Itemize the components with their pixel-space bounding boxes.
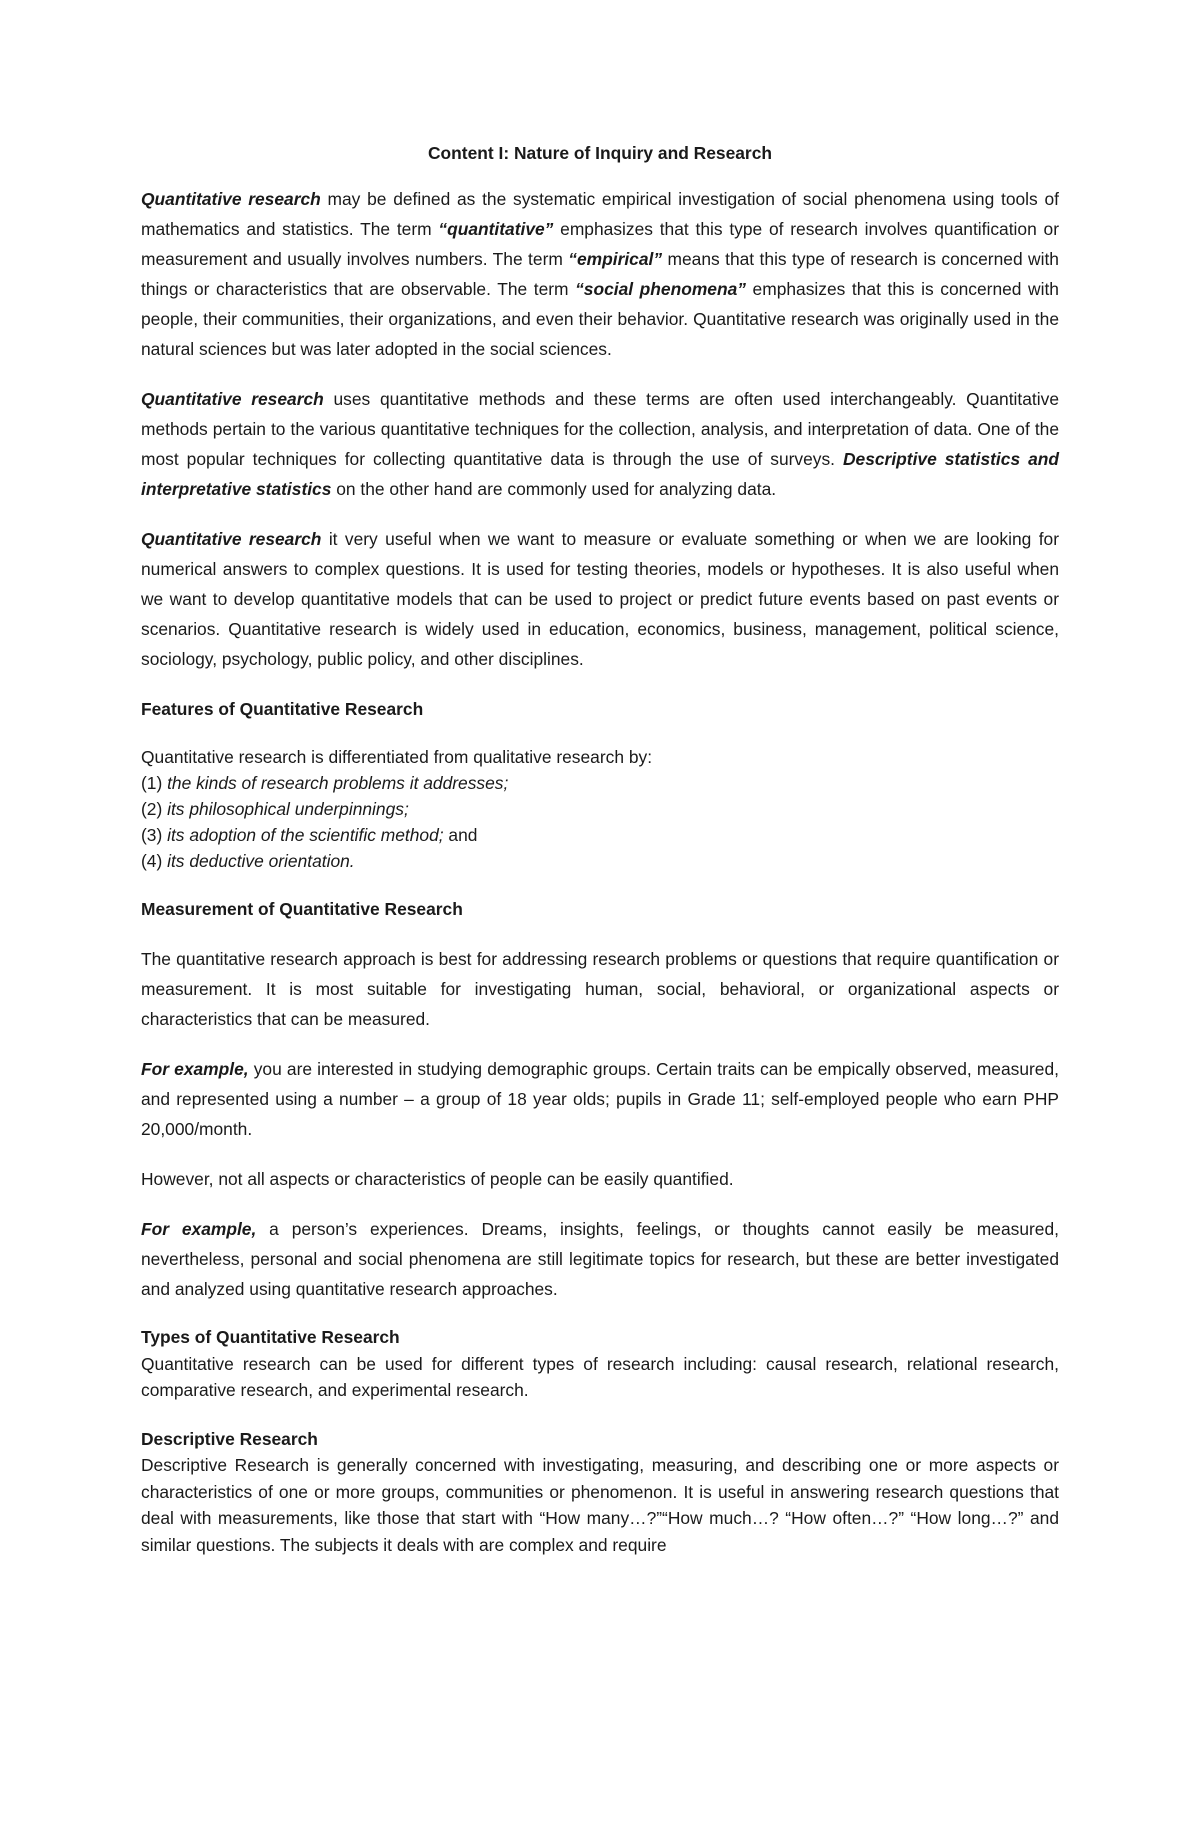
heading-features: Features of Quantitative Research	[141, 699, 424, 719]
emphasis-term: “empirical”	[568, 249, 663, 269]
paragraph-usefulness	[141, 524, 1059, 674]
heading-measurement: Measurement of Quantitative Research	[141, 899, 463, 919]
list-text: its deductive orientation.	[167, 851, 355, 871]
paragraph-descriptive: Descriptive Research is generally concerned with investigating, measuring, and describing one or more aspects or characteristics of one or more groups, communities or phenomenon. It is useful in answering research questions that deal with measurements, like those that start with “How many…?”“How much…? “How often…?” “How long…?” and similar questions. The subjects it deals with are complex and require	[141, 1455, 1059, 1555]
list-item	[141, 796, 1059, 822]
heading-descriptive: Descriptive Research	[141, 1428, 318, 1449]
heading-types: Types of Quantitative Research	[141, 1327, 400, 1347]
paragraph-types: Quantitative research can be used for different types of research including: causal research, relational research, comparative research, and experimental research.	[141, 1353, 1059, 1400]
list-text: its philosophical underpinnings;	[167, 799, 409, 819]
paragraph-text: means that this type of research is concerned with things or characteristics that are observable. The term	[141, 249, 1059, 299]
paragraph-example-1	[141, 1054, 1059, 1144]
section-types	[141, 1324, 1059, 1404]
paragraph-text: it very useful when we want to measure or evaluate something or when we are looking for numerical answers to complex questions. It is used for testing theories, models or hypotheses. It is also useful when we want to develop quantitative models that can be used to project or predict future events based on past events or scenarios. Quantitative research is widely used in education, economics, business, management, political science, sociology, psychology, public policy, and other disciplines.	[141, 529, 1059, 669]
example-label: For example,	[141, 1059, 249, 1079]
paragraph-text: on the other hand are commonly used for analyzing data.	[331, 479, 777, 499]
paragraph-definition	[141, 184, 1059, 364]
emphasis-term: Quantitative research	[141, 189, 321, 209]
example-label: For example,	[141, 1219, 257, 1239]
list-tail: and	[443, 825, 478, 845]
paragraph-text: may be defined as the systematic empirical investigation of social phenomena using tools of mathematics and statistics. The term	[141, 189, 1059, 239]
section-descriptive	[141, 1426, 1059, 1559]
list-text: the kinds of research problems it addresses;	[167, 773, 509, 793]
emphasis-term: “social phenomena”	[575, 279, 746, 299]
paragraph-text: emphasizes that this type of research involves quantification or measurement and usually involves numbers. The term	[141, 219, 1059, 269]
paragraph-measurement: The quantitative research approach is best for addressing research problems or questions that require quantification or measurement. It is most suitable for investigating human, social, behavioral, or organizational aspects or characteristics that can be measured.	[141, 949, 1059, 1029]
emphasis-term: Descriptive statistics and interpretative statistics	[141, 449, 1059, 499]
paragraph-text: a person’s experiences. Dreams, insights, feelings, or thoughts cannot easily be measured, nevertheless, personal and social phenomena are still legitimate topics for research, but these are better investigated and analyzed using quantitative research approaches.	[141, 1219, 1059, 1299]
paragraph-methods	[141, 384, 1059, 504]
emphasis-term: “quantitative”	[438, 219, 554, 239]
features-list	[141, 744, 1059, 874]
paragraph-text: uses quantitative methods and these terms are often used interchangeably. Quantitative methods pertain to the various quantitative techniques for the collection, analysis, and interpretation of data. One of the most popular techniques for collecting quantitative data is through the use of surveys.	[141, 389, 1059, 469]
paragraph-text: you are interested in studying demographic groups. Certain traits can be empically observed, measured, and represented using a number – a group of 18 year olds; pupils in Grade 11; self-employed people who earn PHP 20,000/month.	[141, 1059, 1059, 1139]
page-title: Content I: Nature of Inquiry and Research	[428, 143, 772, 163]
list-item	[141, 848, 1059, 874]
paragraph-limitation: However, not all aspects or characteristics of people can be easily quantified.	[141, 1169, 734, 1189]
document-page	[141, 138, 1059, 1558]
list-number: (1)	[141, 773, 168, 793]
paragraph-example-2	[141, 1214, 1059, 1304]
list-number: (3)	[141, 825, 168, 845]
features-intro: Quantitative research is differentiated from qualitative research by:	[141, 747, 653, 767]
list-text: its adoption of the scientific method;	[167, 825, 444, 845]
list-number: (2)	[141, 799, 168, 819]
paragraph-text: emphasizes that this is concerned with people, their communities, their organizations, and even their behavior. Quantitative research was originally used in the natural sciences but was later adopted in the social sciences.	[141, 279, 1059, 359]
list-item	[141, 770, 1059, 796]
emphasis-term: Quantitative research	[141, 529, 322, 549]
emphasis-term: Quantitative research	[141, 389, 324, 409]
list-number: (4)	[141, 851, 168, 871]
list-item	[141, 822, 1059, 848]
